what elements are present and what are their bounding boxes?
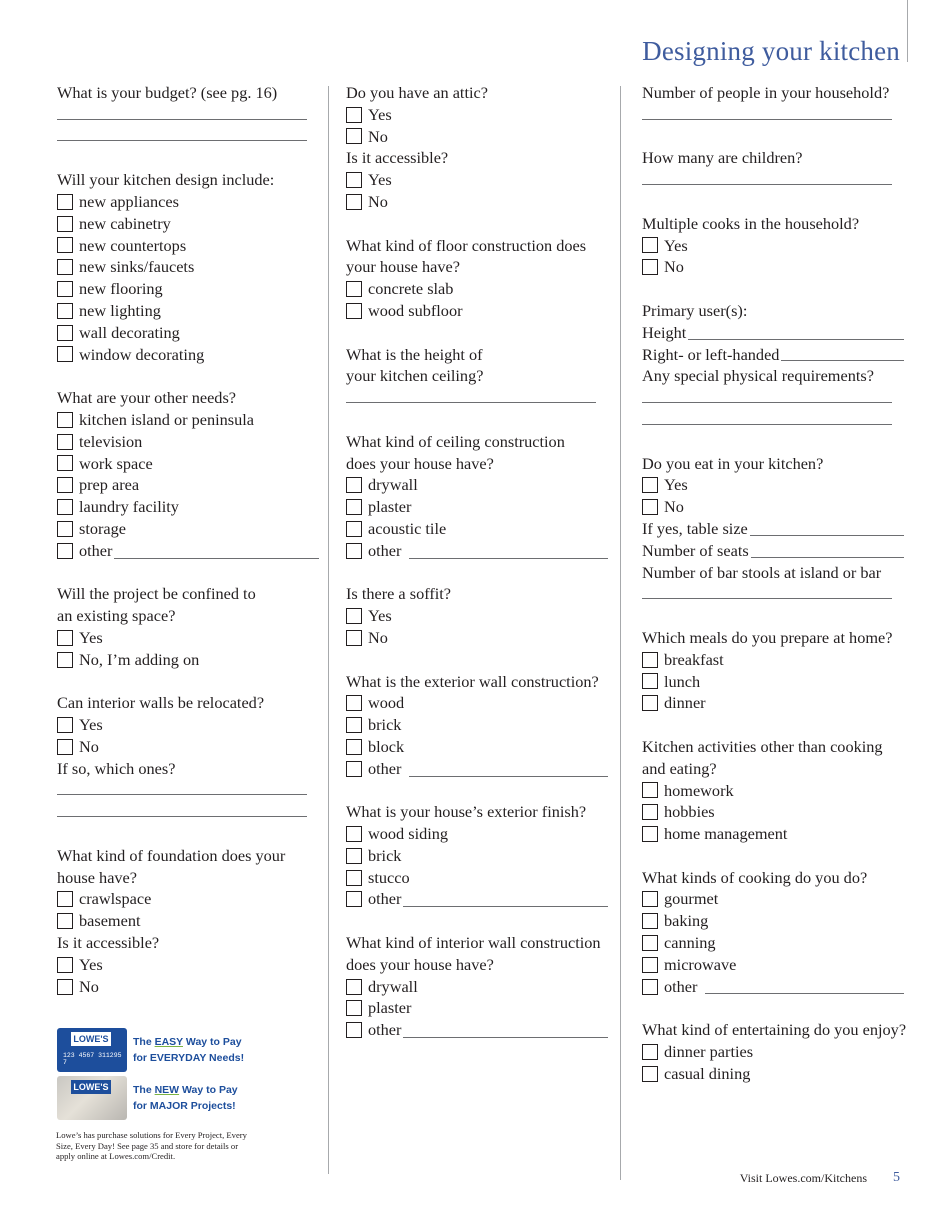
checkbox[interactable] [346, 1022, 362, 1038]
checkbox[interactable] [346, 826, 362, 842]
checkbox[interactable] [57, 739, 73, 755]
needs-option-label: kitchen island or peninsula [79, 409, 254, 429]
activities-option[interactable] [642, 801, 904, 823]
include-option[interactable] [57, 191, 319, 213]
include-option[interactable] [57, 322, 319, 344]
lowes-card-image [57, 1028, 127, 1072]
checkbox[interactable] [57, 259, 73, 275]
checkbox[interactable] [346, 608, 362, 624]
ceiling-option-label: acoustic tile [368, 518, 447, 538]
checkbox[interactable] [57, 477, 73, 493]
ceiling-height-question-line2: your kitchen ceiling? [346, 366, 484, 386]
ext-finish-question: What is your house’s exterior finish? [346, 802, 587, 822]
ext-finish-option-label: brick [368, 845, 402, 865]
checkbox[interactable] [642, 979, 658, 995]
checkbox[interactable] [57, 717, 73, 733]
ceiling-option[interactable] [346, 474, 608, 496]
walls-option[interactable] [57, 736, 319, 758]
ceiling-other-line[interactable] [409, 557, 608, 559]
int-wall-option-label: drywall [368, 976, 418, 996]
budget-question: What is your budget? (see pg. 16) [57, 83, 278, 102]
checkbox[interactable] [346, 303, 362, 319]
checkbox[interactable] [57, 346, 73, 362]
checkbox[interactable] [57, 652, 73, 668]
checkbox[interactable] [57, 194, 73, 210]
card-number: 123 4567 311295 7 [63, 1052, 122, 1066]
checkbox[interactable] [57, 499, 73, 515]
needs-option[interactable] [57, 496, 319, 518]
attic-option-label: Yes [368, 104, 392, 124]
checkbox[interactable] [642, 1044, 658, 1060]
ceiling-options [346, 474, 608, 539]
checkbox[interactable] [57, 325, 73, 341]
foundation-question-line2: house have? [57, 867, 138, 887]
needs-option[interactable] [57, 409, 319, 431]
people-question: Number of people in your household? [642, 83, 890, 102]
children-question: How many are children? [642, 148, 803, 168]
walls-line-2[interactable] [57, 795, 307, 817]
attic-accessible-options [346, 169, 608, 213]
ceiling-option[interactable] [346, 518, 608, 540]
int-wall-option-label: plaster [368, 998, 412, 1018]
table-size-field[interactable]: If yes, table size [642, 518, 904, 540]
soffit-options [346, 605, 608, 649]
column-divider-2 [620, 86, 621, 1180]
height-line[interactable] [688, 338, 904, 340]
attic-options [346, 104, 608, 148]
checkbox[interactable] [346, 695, 362, 711]
needs-option[interactable] [57, 453, 319, 475]
floor-option[interactable] [346, 300, 608, 322]
cooking-option[interactable] [642, 888, 904, 910]
cooking-option-label: baking [664, 911, 709, 931]
walls-question: Can interior walls be relocated? [57, 693, 265, 713]
seats-line[interactable] [751, 556, 904, 558]
include-options [57, 191, 319, 365]
checkbox[interactable] [57, 412, 73, 428]
checkbox[interactable] [642, 673, 658, 689]
foundation-accessible-option-label: No [79, 976, 99, 996]
confined-options [57, 627, 319, 671]
walls-line-1[interactable] [57, 774, 307, 796]
ext-finish-option[interactable] [346, 845, 608, 867]
attic-accessible-option-label: Yes [368, 170, 392, 190]
int-wall-question-line1: What kind of interior wall construction [346, 933, 601, 953]
ceiling-question-line1: What kind of ceiling construction [346, 431, 565, 451]
soffit-option[interactable] [346, 627, 608, 649]
needs-option-label: television [79, 431, 143, 451]
ext-wall-other-option[interactable]: other [346, 758, 608, 780]
cooks-option-label: Yes [664, 235, 688, 255]
ext-wall-other-line[interactable] [409, 775, 608, 777]
checkbox[interactable] [642, 957, 658, 973]
ext-wall-question: What is the exterior wall construction? [346, 671, 599, 691]
cooking-option[interactable] [642, 910, 904, 932]
cooking-question: What kinds of cooking do you do? [642, 867, 868, 887]
checkbox[interactable] [346, 761, 362, 777]
checkbox[interactable] [642, 935, 658, 951]
int-wall-other-option[interactable]: other [346, 1019, 608, 1041]
checkbox[interactable] [642, 237, 658, 253]
checkbox[interactable] [642, 499, 658, 515]
foundation-option-label: basement [79, 911, 141, 931]
promo-text-1: The EASY Way to Pay for EVERYDAY Needs! [133, 1036, 245, 1064]
foundation-accessible-option[interactable] [57, 954, 319, 976]
ceiling-option-label: drywall [368, 475, 418, 495]
checkbox[interactable] [346, 717, 362, 733]
checkbox[interactable] [57, 979, 73, 995]
ceiling-height-question-line1: What is the height of [346, 344, 483, 364]
promo-card-row-1 [57, 1028, 257, 1072]
needs-options [57, 409, 319, 540]
checkbox[interactable] [642, 652, 658, 668]
checkbox[interactable] [346, 194, 362, 210]
needs-question: What are your other needs? [57, 388, 237, 408]
special-requirements-question: Any special physical requirements? [642, 366, 874, 386]
walls-which: If so, which ones? [57, 758, 176, 778]
checkbox[interactable] [642, 826, 658, 842]
checkbox[interactable] [346, 979, 362, 995]
attic-accessible-option[interactable] [346, 191, 608, 213]
special-line-2[interactable] [642, 403, 892, 425]
foundation-accessible-option[interactable] [57, 976, 319, 998]
checkbox[interactable] [57, 913, 73, 929]
ext-wall-option[interactable] [346, 714, 608, 736]
checkbox[interactable] [346, 499, 362, 515]
checkbox[interactable] [346, 477, 362, 493]
ceiling-height-line[interactable] [346, 381, 596, 403]
ext-finish-option-label: wood siding [368, 824, 449, 844]
cooking-option-label: canning [664, 933, 716, 953]
needs-option[interactable] [57, 431, 319, 453]
confined-option[interactable] [57, 627, 319, 649]
activities-option-label: hobbies [664, 802, 715, 822]
checkbox[interactable] [57, 281, 73, 297]
int-wall-other-line[interactable] [403, 1036, 608, 1038]
ext-finish-options [346, 823, 608, 888]
children-line[interactable] [642, 163, 892, 185]
foundation-options [57, 888, 319, 932]
needs-other-option[interactable]: other [57, 540, 319, 562]
ceiling-option[interactable] [346, 496, 608, 518]
cooking-option[interactable] [642, 954, 904, 976]
ext-wall-option-label: wood [368, 693, 405, 713]
ceiling-other-option[interactable]: other [346, 540, 608, 562]
attic-option[interactable] [346, 104, 608, 126]
foundation-option-label: crawlspace [79, 889, 152, 909]
walls-option[interactable] [57, 714, 319, 736]
int-wall-option[interactable] [346, 997, 608, 1019]
checkbox[interactable] [57, 434, 73, 450]
soffit-question: Is there a soffit? [346, 584, 452, 604]
attic-option[interactable] [346, 126, 608, 148]
foundation-accessible-options [57, 954, 319, 998]
activities-options [642, 780, 904, 845]
include-option[interactable] [57, 213, 319, 235]
cooks-question: Multiple cooks in the household? [642, 213, 860, 233]
attic-accessible-question: Is it accessible? [346, 148, 449, 168]
checkbox[interactable] [346, 128, 362, 144]
lowes-project-card-image [57, 1076, 127, 1120]
include-option[interactable] [57, 278, 319, 300]
ext-finish-option[interactable] [346, 867, 608, 889]
soffit-option[interactable] [346, 605, 608, 627]
confined-question-line2: an existing space? [57, 606, 176, 626]
cooking-option-label: gourmet [664, 889, 719, 909]
ext-wall-option-label: block [368, 736, 405, 756]
checkbox[interactable] [642, 804, 658, 820]
needs-other-line[interactable] [114, 557, 319, 559]
cooks-option[interactable] [642, 235, 904, 257]
handed-line[interactable] [781, 359, 904, 361]
ceiling-question-line2: does your house have? [346, 453, 494, 473]
ext-wall-option-label: brick [368, 715, 402, 735]
needs-option[interactable] [57, 474, 319, 496]
foundation-option[interactable] [57, 910, 319, 932]
foundation-accessible-option-label: Yes [79, 954, 103, 974]
activities-option-label: homework [664, 780, 734, 800]
checkbox[interactable] [346, 521, 362, 537]
include-option-label: wall decorating [79, 322, 180, 342]
floor-options [346, 278, 608, 322]
card-logo: LOWE'S [71, 1032, 111, 1046]
checkbox[interactable] [57, 303, 73, 319]
bar-stools-line[interactable] [642, 577, 892, 599]
cooking-option[interactable] [642, 932, 904, 954]
footer-link[interactable]: Visit Lowes.com/Kitchens [739, 1171, 867, 1185]
entertain-option[interactable] [642, 1063, 904, 1085]
include-option[interactable] [57, 256, 319, 278]
ext-wall-option[interactable] [346, 692, 608, 714]
checkbox[interactable] [346, 739, 362, 755]
column-divider-1 [328, 86, 329, 1174]
walls-option-label: Yes [79, 715, 103, 735]
credit-promo [57, 1028, 257, 1124]
checkbox[interactable] [642, 913, 658, 929]
walls-options [57, 714, 319, 758]
include-option[interactable] [57, 300, 319, 322]
height-field[interactable]: Height [642, 322, 904, 344]
activities-question-line1: Kitchen activities other than cooking [642, 736, 883, 756]
needs-option-label: prep area [79, 475, 140, 495]
cooking-other-option[interactable]: other [642, 976, 904, 998]
seats-field[interactable]: Number of seats [642, 540, 904, 562]
include-option-label: new lighting [79, 300, 161, 320]
checkbox[interactable] [642, 695, 658, 711]
eat-option-label: No [664, 497, 684, 517]
table-size-line[interactable] [750, 534, 904, 536]
checkbox[interactable] [57, 957, 73, 973]
checkbox[interactable] [642, 891, 658, 907]
soffit-option-label: Yes [368, 606, 392, 626]
needs-option-label: work space [79, 453, 153, 473]
bar-stools-question: Number of bar stools at island or bar [642, 562, 882, 582]
promo-text-2: The NEW Way to Pay for MAJOR Projects! [133, 1084, 238, 1112]
checkbox[interactable] [642, 477, 658, 493]
ext-finish-option[interactable] [346, 823, 608, 845]
foundation-option[interactable] [57, 888, 319, 910]
page-title: Designing your kitchen [642, 36, 900, 66]
meals-option[interactable] [642, 671, 904, 693]
ext-finish-option-label: stucco [368, 867, 410, 887]
needs-option-label: laundry facility [79, 497, 179, 517]
eat-option-label: Yes [664, 475, 688, 495]
column-2 [346, 82, 608, 1041]
ceiling-option-label: plaster [368, 497, 412, 517]
attic-accessible-option[interactable] [346, 169, 608, 191]
checkbox[interactable] [346, 891, 362, 907]
page-number: 5 [893, 1170, 900, 1185]
activities-option[interactable] [642, 780, 904, 802]
checkbox[interactable] [346, 1000, 362, 1016]
needs-option[interactable] [57, 518, 319, 540]
confined-question-line1: Will the project be confined to [57, 584, 256, 604]
checkbox[interactable] [57, 521, 73, 537]
promo-card-row-2 [57, 1076, 257, 1120]
foundation-question-line1: What kind of foundation does your [57, 845, 286, 865]
meals-option-label: lunch [664, 671, 701, 691]
eat-option[interactable] [642, 496, 904, 518]
meals-question: Which meals do you prepare at home? [642, 627, 893, 647]
ext-finish-other-option[interactable]: other [346, 888, 608, 910]
column-1 [57, 82, 319, 997]
int-wall-question-line2: does your house have? [346, 954, 494, 974]
checkbox[interactable] [346, 543, 362, 559]
activities-option[interactable] [642, 823, 904, 845]
floor-option-label: concrete slab [368, 279, 454, 299]
attic-question: Do you have an attic? [346, 83, 488, 102]
int-wall-option[interactable] [346, 976, 608, 998]
activities-option-label: home management [664, 824, 788, 844]
entertain-options [642, 1041, 904, 1085]
checkbox[interactable] [642, 259, 658, 275]
attic-option-label: No [368, 126, 388, 146]
attic-accessible-option-label: No [368, 191, 388, 211]
budget-line-1[interactable] [57, 98, 307, 120]
int-wall-options [346, 976, 608, 1020]
include-option-label: window decorating [79, 344, 205, 364]
cooking-options [642, 888, 904, 975]
cooking-other-line[interactable] [705, 992, 904, 994]
eat-options [642, 474, 904, 518]
confined-option-label: Yes [79, 627, 103, 647]
activities-question-line2: and eating? [642, 758, 717, 778]
eat-question: Do you eat in your kitchen? [642, 453, 824, 473]
meals-option-label: dinner [664, 693, 706, 713]
entertain-option-label: dinner parties [664, 1042, 754, 1062]
budget-line-2[interactable] [57, 120, 307, 142]
top-divider [907, 0, 908, 62]
checkbox[interactable] [57, 216, 73, 232]
meals-option[interactable] [642, 692, 904, 714]
promo-fine-print: Lowe’s has purchase solutions for Every Project, Every Size, Every Day! See page 35 and store for details or apply online at Lowes.com/Credit. [56, 1130, 247, 1161]
include-option-label: new cabinetry [79, 213, 171, 233]
needs-option-label: storage [79, 518, 127, 538]
entertain-question: What kind of entertaining do you enjoy? [642, 1020, 907, 1040]
checkbox[interactable] [57, 455, 73, 471]
checkbox[interactable] [57, 237, 73, 253]
walls-option-label: No [79, 736, 99, 756]
column-3 [642, 82, 907, 1085]
include-option-label: new flooring [79, 279, 163, 299]
cooks-option-label: No [664, 257, 684, 277]
meals-option[interactable] [642, 649, 904, 671]
card-logo: LOWE'S [71, 1080, 111, 1094]
include-option-label: new countertops [79, 235, 187, 255]
checkbox[interactable] [346, 630, 362, 646]
checkbox[interactable] [642, 1066, 658, 1082]
checkbox[interactable] [346, 172, 362, 188]
foundation-accessible-question: Is it accessible? [57, 933, 160, 953]
ext-finish-other-line[interactable] [403, 905, 608, 907]
floor-question-line1: What kind of floor construction does [346, 235, 587, 255]
floor-option[interactable] [346, 278, 608, 300]
cooks-option[interactable] [642, 256, 904, 278]
people-line[interactable] [642, 98, 892, 120]
floor-option-label: wood subfloor [368, 300, 463, 320]
ext-wall-option[interactable] [346, 736, 608, 758]
include-option[interactable] [57, 235, 319, 257]
confined-option[interactable] [57, 649, 319, 671]
checkbox[interactable] [346, 870, 362, 886]
floor-question-line2: your house have? [346, 257, 460, 277]
entertain-option[interactable] [642, 1041, 904, 1063]
include-option-label: new appliances [79, 191, 179, 211]
entertain-option-label: casual dining [664, 1063, 751, 1083]
checkbox[interactable] [346, 281, 362, 297]
cooking-option-label: microwave [664, 954, 737, 974]
checkbox[interactable] [642, 782, 658, 798]
cooks-options [642, 235, 904, 279]
checkbox[interactable] [57, 543, 73, 559]
include-option[interactable] [57, 344, 319, 366]
checkbox[interactable] [346, 107, 362, 123]
handed-field[interactable]: Right- or left-handed [642, 344, 904, 366]
meals-option-label: breakfast [664, 649, 724, 669]
confined-option-label: No, I’m adding on [79, 649, 200, 669]
special-line-1[interactable] [642, 381, 892, 403]
soffit-option-label: No [368, 627, 388, 647]
include-option-label: new sinks/faucets [79, 257, 195, 277]
eat-option[interactable] [642, 474, 904, 496]
checkbox[interactable] [57, 630, 73, 646]
primary-users-label: Primary user(s): [642, 300, 748, 320]
include-question: Will your kitchen design include: [57, 170, 275, 190]
meals-options [642, 649, 904, 714]
checkbox[interactable] [57, 891, 73, 907]
ext-wall-options [346, 692, 608, 757]
checkbox[interactable] [346, 848, 362, 864]
